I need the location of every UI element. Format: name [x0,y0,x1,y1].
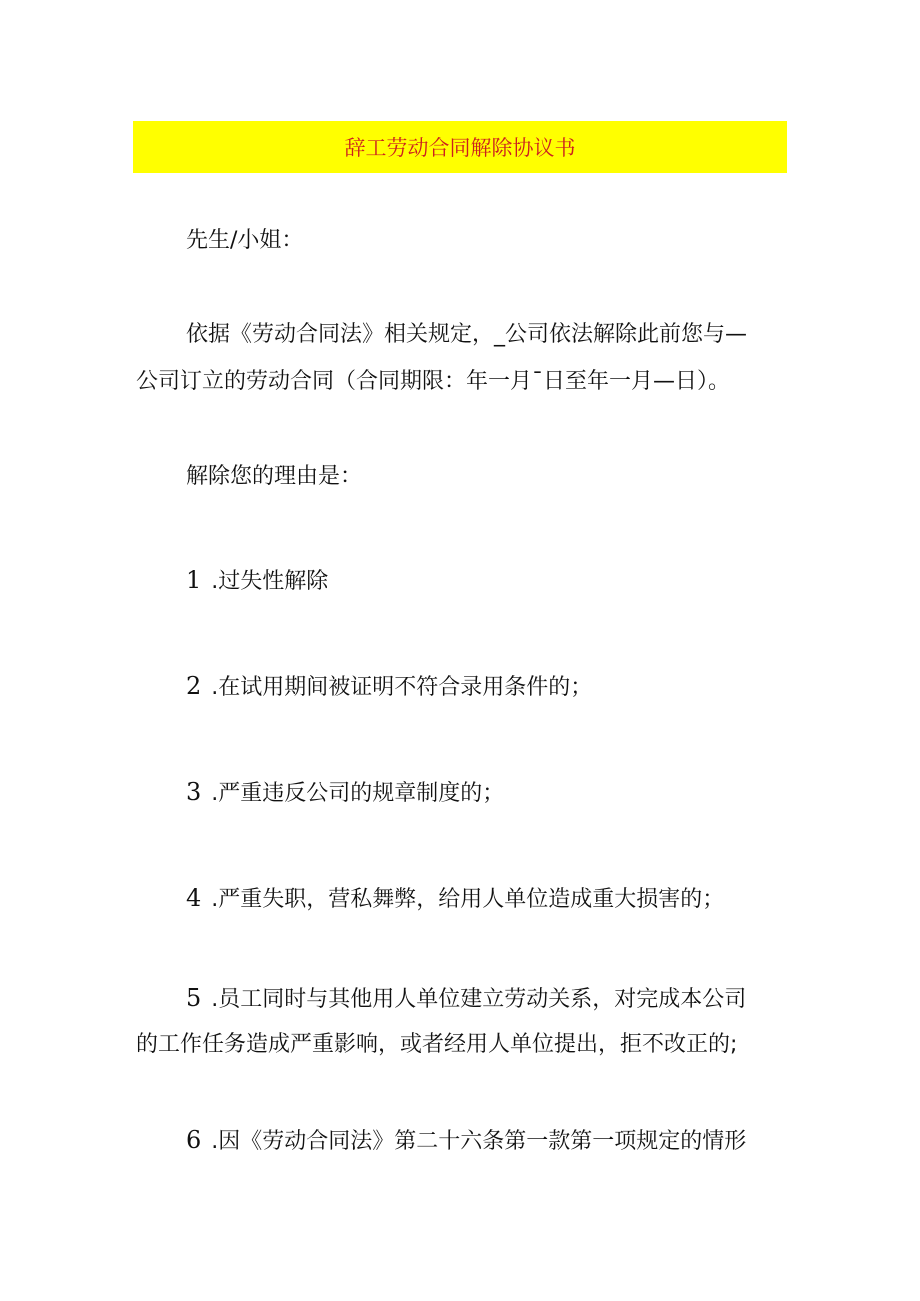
list-item-text: .过失性解除 [211,569,329,594]
list-item-text: .因《劳动合同法》第二十六条第一款第一项规定的情形 [211,1129,747,1154]
list-item [186,777,504,809]
list-item [186,983,746,1015]
list-item-text: .严重失职，营私舞弊，给用人单位造成重大损害的； [211,887,725,912]
list-item-continuation: 的工作任务造成严重影响，或者经用人单位提出，拒不改正的; [136,1032,738,1057]
list-item [186,671,592,703]
list-item-text: .在试用期间被证明不符合录用条件的； [211,675,593,700]
intro-line-2: 公司订立的劳动合同（合同期限：年一月¯日至年一月—日）。 [136,369,731,394]
intro-line-1: 依据《劳动合同法》相关规定，_公司依法解除此前您与— [186,322,748,347]
list-item-text: .员工同时与其他用人单位建立劳动关系，对完成本公司 [211,987,747,1012]
document-title: 辞工劳动合同解除协议书 [344,136,576,160]
list-item-number: 2 [186,672,202,700]
list-item [186,883,724,915]
list-item-number: 6 [186,1126,202,1154]
salutation: 先生/小姐： [186,228,304,253]
list-item [186,1125,746,1157]
title-banner [133,121,787,173]
list-item-number: 5 [186,984,202,1012]
list-item-number: 1 [186,566,202,594]
list-item-number: 4 [186,884,202,912]
list-item-text: .严重违反公司的规章制度的； [211,781,505,806]
list-item-number: 3 [186,778,202,806]
reasons-heading: 解除您的理由是： [186,464,363,489]
list-item [186,565,328,597]
